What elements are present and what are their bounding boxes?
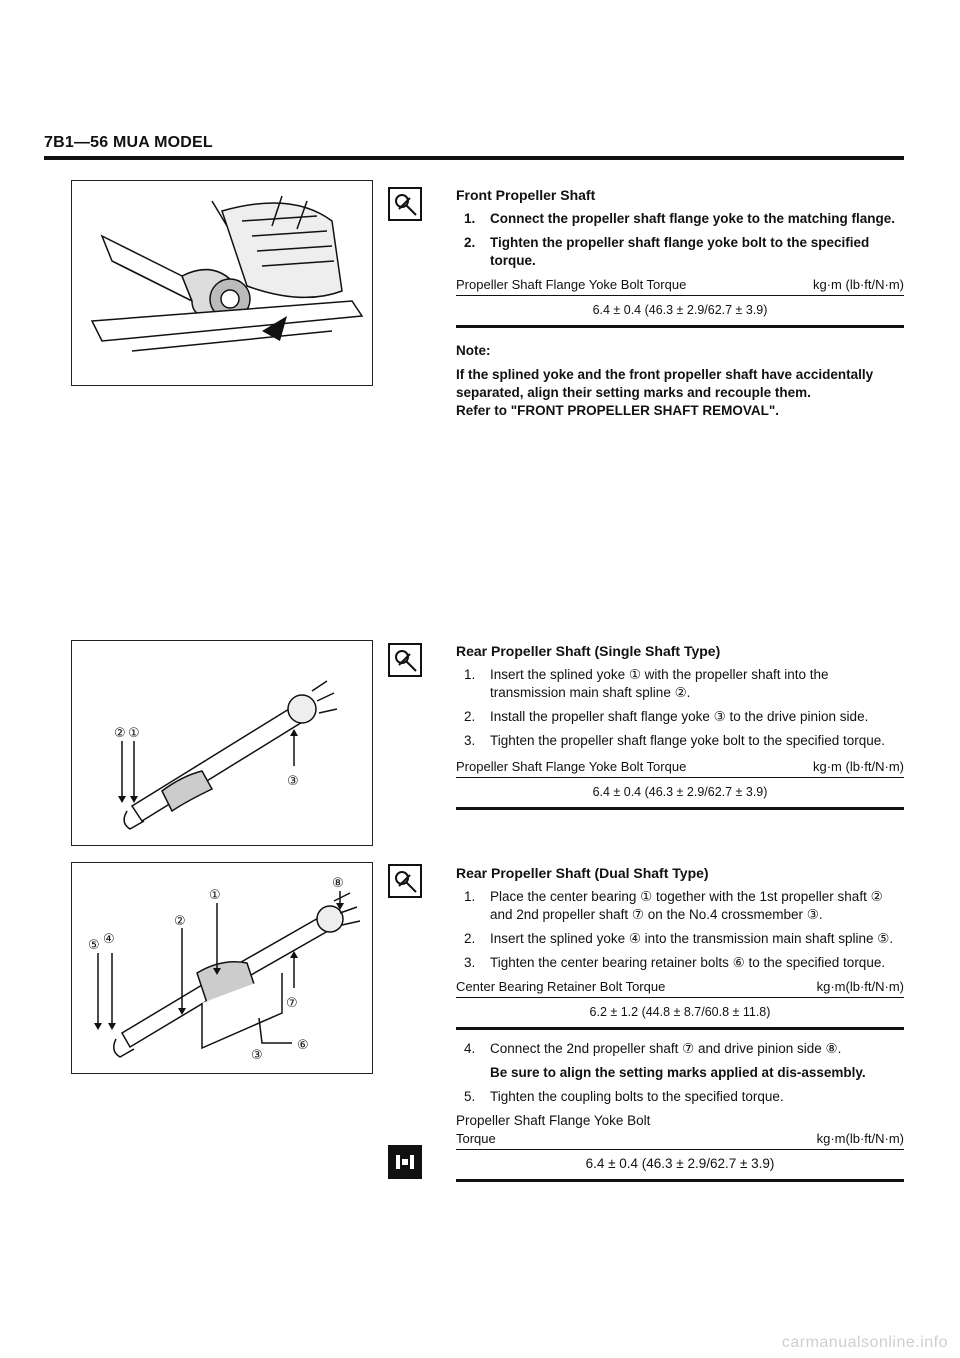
- torque-spec-value: 6.4 ± 0.4 (46.3 ± 2.9/62.7 ± 3.9): [456, 296, 904, 328]
- figure-dual-shaft: [71, 862, 373, 1074]
- torque-spec-label: Center Bearing Retainer Bolt Torque kg·m(lb·ft/N·m): [456, 978, 904, 998]
- step-item: 2. Tighten the propeller shaft flange yoke bolt to the specified torque.: [464, 235, 870, 268]
- note-title: Note:: [456, 343, 491, 358]
- watermark: carmanualsonline.info: [781, 1334, 948, 1351]
- single-shaft-illustration: [72, 641, 372, 845]
- section-title: Rear Propeller Shaft (Single Shaft Type): [456, 643, 721, 659]
- torque-spec-value: 6.4 ± 0.4 (46.3 ± 2.9/62.7 ± 3.9): [456, 778, 904, 810]
- step-item: 2. Insert the splined yoke ④ into the transmission main shaft spline ⑤.: [464, 931, 894, 946]
- torque-spec-value: 6.4 ± 0.4 (46.3 ± 2.9/62.7 ± 3.9): [456, 1150, 904, 1182]
- note-reference: Refer to "FRONT PROPELLER SHAFT REMOVAL".: [456, 403, 780, 418]
- front-shaft-illustration: [72, 181, 372, 385]
- step-item: 4. Connect the 2nd propeller shaft ⑦ and drive pinion side ⑧.: [464, 1041, 842, 1056]
- install-icon: [388, 864, 422, 898]
- note-icon: [388, 1145, 422, 1179]
- figure-single-shaft: [71, 640, 373, 846]
- step-item: 3. Tighten the propeller shaft flange yoke bolt to the specified torque.: [464, 733, 886, 748]
- section-title: Front Propeller Shaft: [456, 187, 596, 203]
- torque-spec-value: 6.2 ± 1.2 (44.8 ± 8.7/60.8 ± 11.8): [456, 998, 904, 1030]
- header-rule: [44, 156, 904, 160]
- section-front-propeller-shaft: [456, 186, 904, 420]
- step-item: 2. Install the propeller shaft flange yoke ③ to the drive pinion side.: [464, 709, 869, 724]
- callout-2: ②: [174, 914, 186, 929]
- torque-spec-label: Propeller Shaft Flange Yoke Bolt Torque kg·m (lb·ft/N·m): [456, 758, 904, 778]
- step-item: 1. Place the center bearing ① together with the 1st propeller shaft ② and 2nd propeller shaft ⑦ on the No.4 crossmember ③.: [464, 889, 883, 922]
- callout-3: ③: [251, 1048, 263, 1063]
- note-body: If the splined yoke and the front propeller shaft have accidentally separated, align their setting marks and recouple them.: [456, 367, 874, 400]
- page-header: 7B1—56 MUA MODEL: [44, 134, 213, 151]
- step-item: 5. Tighten the coupling bolts to the specified torque.: [464, 1089, 784, 1104]
- torque-spec-label: Propeller Shaft Flange Yoke Bolt Torque kg·m (lb·ft/N·m): [456, 276, 904, 296]
- install-icon: [388, 187, 422, 221]
- note-item: Be sure to align the setting marks applied at dis-assembly.: [490, 1065, 866, 1080]
- callout-1: ①: [209, 888, 221, 903]
- torque-spec-label: Torque kg·m(lb·ft/N·m): [456, 1130, 904, 1150]
- step-item: 1. Insert the splined yoke ① with the propeller shaft into the transmission main shaft spline ②.: [464, 667, 829, 700]
- callout-1: ①: [128, 726, 140, 741]
- section-title: Rear Propeller Shaft (Dual Shaft Type): [456, 865, 709, 881]
- callout-4: ④: [103, 932, 115, 947]
- step-item: 3. Tighten the center bearing retainer bolts ⑥ to the specified torque.: [464, 955, 886, 970]
- section-rear-dual-shaft: [456, 864, 904, 1192]
- callout-8: ⑧: [332, 876, 344, 891]
- install-icon: [388, 643, 422, 677]
- callout-2: ②: [114, 726, 126, 741]
- section-rear-single-shaft: [456, 642, 904, 820]
- torque-spec-label-line1: Propeller Shaft Flange Yoke Bolt: [456, 1113, 651, 1128]
- callout-5: ⑤: [88, 938, 100, 953]
- dual-shaft-illustration: [72, 863, 372, 1073]
- step-item: 1. Connect the propeller shaft flange yoke to the matching flange.: [464, 211, 896, 226]
- callout-6: ⑥: [297, 1038, 309, 1053]
- figure-front-propeller-shaft: [71, 180, 373, 386]
- callout-7: ⑦: [286, 996, 298, 1011]
- callout-3: ③: [287, 774, 299, 789]
